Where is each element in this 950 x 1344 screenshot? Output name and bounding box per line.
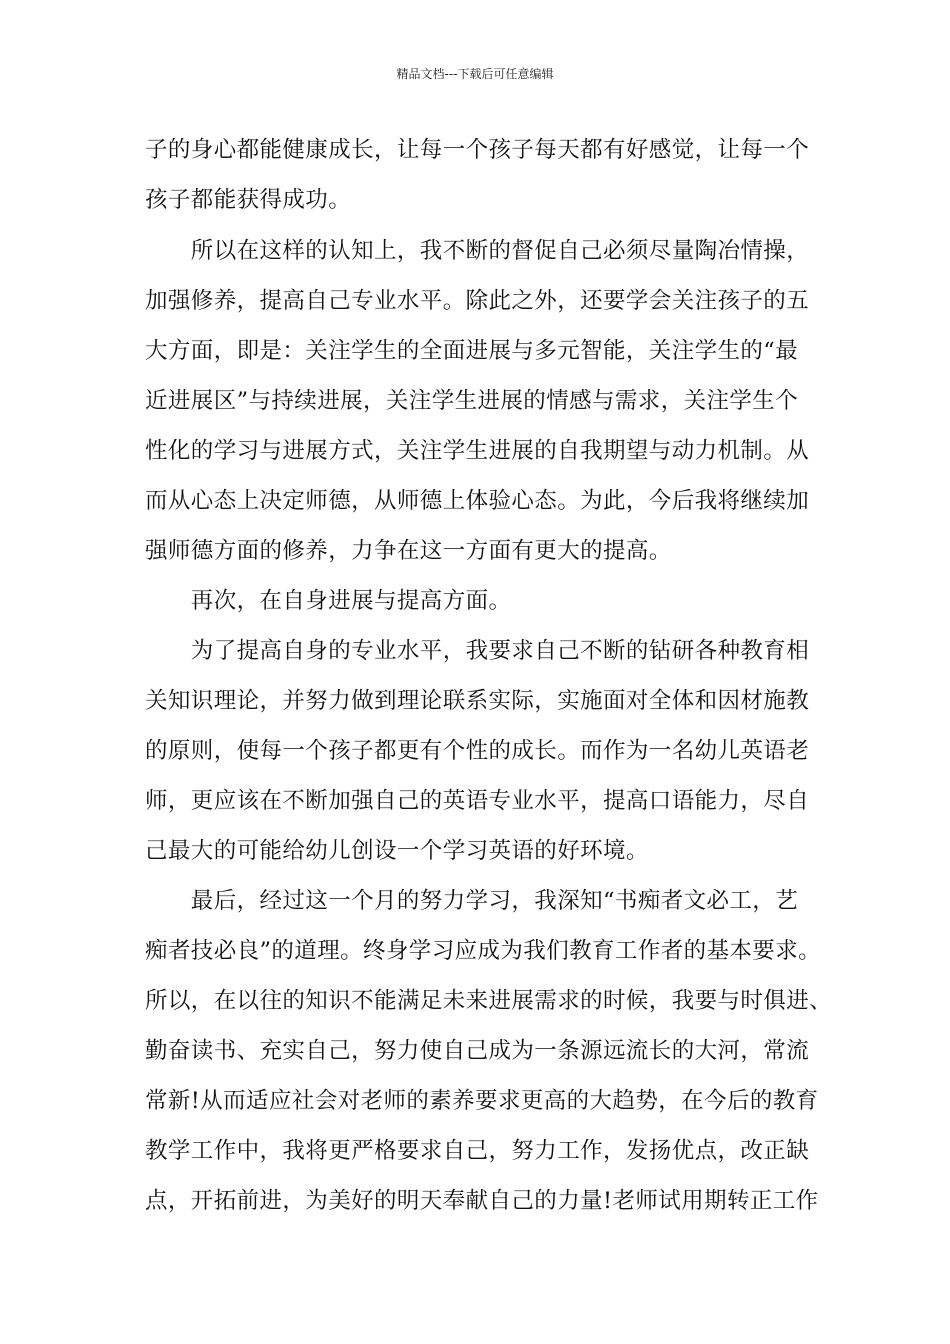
body-line: 孩子都能获得成功。 <box>145 187 352 213</box>
body-line: 强师德方面的修养，力争在这一方面有更大的提高。 <box>145 538 672 564</box>
body-line: 子的身心都能健康成长，让每一个孩子每天都有好感觉，让每一个 <box>145 137 810 163</box>
body-line: 关知识理论，并努力做到理论联系实际，实施面对全体和因材施教 <box>145 688 810 714</box>
body-line: 己最大的可能给幼儿创设一个学习英语的好环境。 <box>145 838 649 864</box>
body-line: 所以，在以往的知识不能满足未来进展需求的时候，我要与时俱进、 <box>145 988 833 1014</box>
body-line: 师，更应该在不断加强自己的英语专业水平，提高口语能力，尽自 <box>145 788 810 814</box>
paragraph-line: 再次，在自身进展与提高方面。 <box>145 588 512 614</box>
paragraph-line: 所以在这样的认知上，我不断的督促自己必须尽量陶冶情操， <box>145 238 810 264</box>
paragraph-line: 最后，经过这一个月的努力学习，我深知“书痴者文必工，艺 <box>145 888 799 914</box>
body-line: 教学工作中，我将更严格要求自己，努力工作，发扬优点，改正缺 <box>145 1138 810 1164</box>
body-line: 而从心态上决定师德，从师德上体验心态。为此，今后我将继续加 <box>145 488 810 514</box>
paragraph-line: 为了提高自身的专业水平，我要求自己不断的钻研各种教育相 <box>145 638 810 664</box>
body-line: 加强修养，提高自己专业水平。除此之外，还要学会关注孩子的五 <box>145 288 810 314</box>
body-line: 近进展区”与持续进展，关注学生进展的情感与需求，关注学生个 <box>145 388 799 414</box>
body-line: 点，开拓前进，为美好的明天奉献自己的力量!老师试用期转正工作 <box>145 1188 819 1214</box>
body-line: 痴者技必良”的道理。终身学习应成为我们教育工作者的基本要求。 <box>145 938 822 964</box>
body-line: 性化的学习与进展方式，关注学生进展的自我期望与动力机制。从 <box>145 438 810 464</box>
page-header: 精品文档---下载后可任意编辑 <box>396 67 554 81</box>
body-line: 的原则，使每一个孩子都更有个性的成长。而作为一名幼儿英语老 <box>145 738 810 764</box>
body-line: 大方面，即是：关注学生的全面进展与多元智能，关注学生的“最 <box>145 338 799 364</box>
body-line: 常新!从而适应社会对老师的素养要求更高的大趋势，在今后的教育 <box>145 1088 819 1114</box>
body-line: 勤奋读书、充实自己，努力使自己成为一条源远流长的大河，常流 <box>145 1038 810 1064</box>
